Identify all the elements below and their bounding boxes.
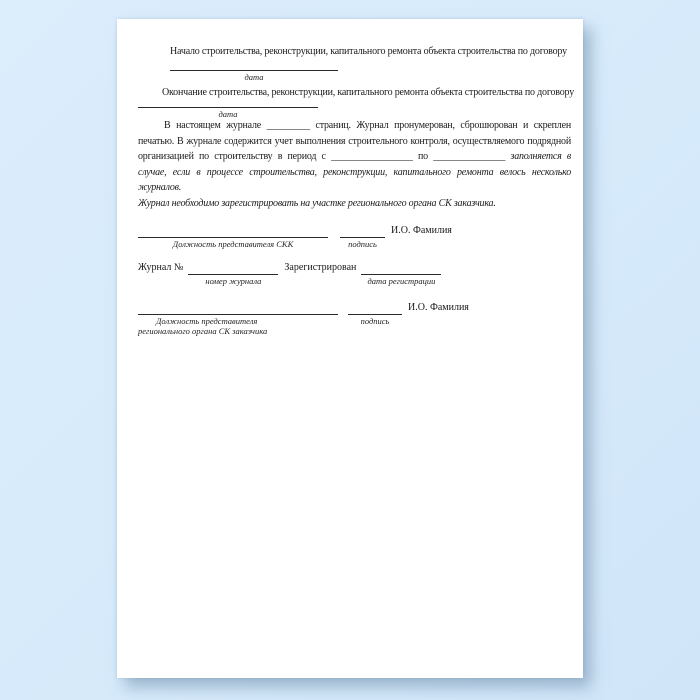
registration-date-line xyxy=(361,274,441,286)
construction-end-date-line xyxy=(138,102,318,119)
paragraph-note-italic: заполняется в случае, если в процессе строительства, реконструкции, капитального ремонта велось несколько журналов. xyxy=(138,151,571,193)
skk-position-caption: Должность представителя СКК xyxy=(172,239,294,249)
journal-number-label: Журнал № xyxy=(138,262,184,273)
period-from-blank: _________________ xyxy=(331,151,413,162)
regional-position-caption-line2: регионального органа СК заказчика xyxy=(138,326,268,336)
regional-signature-line xyxy=(348,314,402,326)
journal-number-caption: номер журнала xyxy=(205,276,262,286)
regional-name-placeholder: И.О. Фамилия xyxy=(408,302,469,313)
document-page xyxy=(117,19,583,678)
skk-signature-row xyxy=(138,225,571,249)
regional-signature-row xyxy=(138,302,571,336)
construction-end-date-caption: дата xyxy=(218,109,238,119)
regional-position-line xyxy=(138,314,338,336)
paragraph-text: по xyxy=(417,151,428,162)
regional-signature-caption: подпись xyxy=(360,316,390,326)
skk-name-placeholder: И.О. Фамилия xyxy=(391,225,452,236)
registration-note: Журнал необходимо зарегистрировать на участке регионального органа СК заказчика. xyxy=(138,197,496,209)
construction-start-date-line xyxy=(170,65,338,82)
journal-registration-row xyxy=(138,261,571,286)
journal-description-paragraph xyxy=(138,118,571,196)
journal-number-line xyxy=(188,274,278,286)
skk-position-line xyxy=(138,237,328,249)
pages-count-blank: _________ xyxy=(266,120,310,131)
regional-position-caption xyxy=(138,316,338,336)
paragraph-text: В настоящем журнале xyxy=(164,120,262,131)
construction-start-text: Начало строительства, реконструкции, капитального ремонта объекта строительства по договору xyxy=(170,46,567,57)
period-to-blank: _______________ xyxy=(433,151,506,162)
regional-position-caption-line1: Должность представителя xyxy=(156,316,258,326)
skk-signature-line xyxy=(340,237,385,249)
construction-end-text: Окончание строительства, реконструкции, капитального ремонта объекта строительства по договору xyxy=(162,87,575,98)
registration-date-caption: дата регистрации xyxy=(367,276,436,286)
skk-signature-caption: подпись xyxy=(348,239,377,249)
paragraph-text: страниц. Журнал пронумерован, сброшюрован и скреплен печатью. В журнале содержится учет выполнения строительного контроля, осуществляемого подрядной организацией по строительству в период с xyxy=(138,120,571,162)
registered-label: Зарегистрирован xyxy=(284,262,357,273)
construction-start-date-caption: дата xyxy=(244,72,264,82)
